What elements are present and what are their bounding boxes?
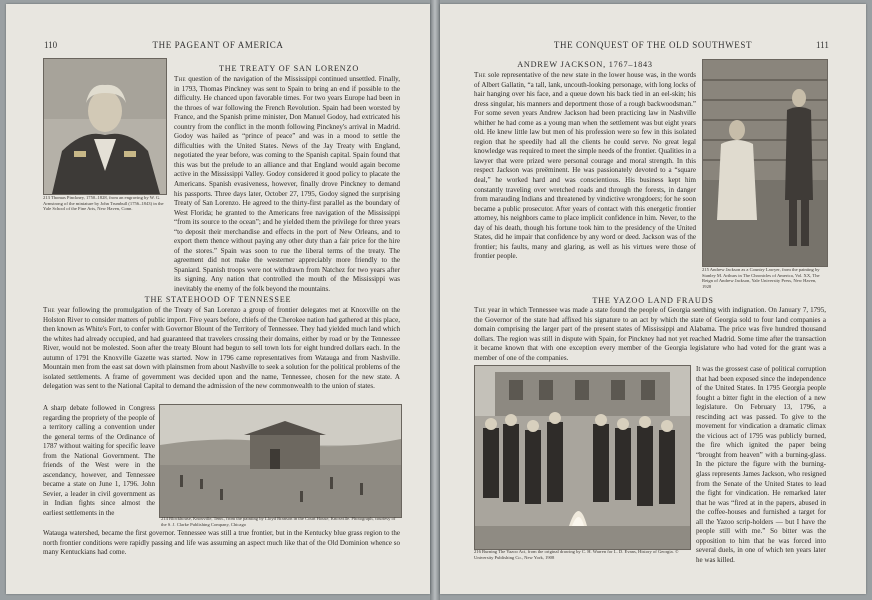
dropcap-lead: The — [43, 306, 55, 314]
dropcap-lead: The — [474, 71, 486, 79]
running-head: THE PAGEANT OF AMERICA — [152, 40, 284, 50]
section-title-andrew-jackson: ANDREW JACKSON, 1767–1843 — [517, 60, 653, 69]
statehood-paragraph-full — [43, 306, 400, 402]
yazoo-text-full: year in which Tennessee was made a state found the people of Georgia seething with indignation. On January 7, 1795, the Governor of the state had affixed his signature to an act by which the state of Georgia sold to four land companies a domain comprising the larger part of the present states of Mississippi and Alabama. The price was five hundred thousand dollars. The region was still in dispute with Spain, for Pinckney had not yet reached Madrid. Some time after the transaction it became known that with one exception every member of the Georgia legislature who had voted for the grant was a member of one of the companies. — [474, 306, 826, 362]
dropcap-lead: The — [474, 306, 486, 314]
section-title-statehood-tennessee: THE STATEHOOD OF TENNESSEE — [144, 295, 292, 304]
statehood-paragraph-tail: Watauga watershed, became the first governor. Tennessee was still a true frontier, but in the Kentucky blue grass region to the north frontier conditions were rapidly passing and life was assuming an aspect much like that of the Old Dominion whence so many Kentuckians had come. — [43, 529, 400, 557]
figure-214-caption: 214 Blockhouse, Knoxville, Tenn., from the painting by Lloyd Branson in the Court House, Knoxville. Photograph, courtesy of the S. J. Clarke Publishing Company, Chicago — [161, 516, 396, 527]
treaty-paragraph-upper — [174, 75, 400, 294]
statehood-paragraph-narrow: A sharp debate followed in Congress regarding the propriety of the people of a territory calling a convention under the general terms of the Ordinance of 1787 without waiting for specific leave from the National Government. The friends of the West were in the ascendancy, however, and Tennessee became a state on June 1, 1796. John Sevier, a leader in civil government as in Indian fights since almost the earliest settlements in the — [43, 404, 155, 518]
figure-215-caption: 215 Andrew Jackson as a Country Lawyer, from the painting by Stanley M. Arthurs in The Chronicles of America, Vol. XX, The Reign of Andrew Jackson, Yale University Press, New Haven, 1928 — [702, 267, 820, 289]
book-gutter — [430, 0, 440, 600]
statehood-text-full: year following the promulgation of the Treaty of San Lorenzo a group of frontier delegates met at Knoxville on the Holston River to consider matters of public import. Five years before, chiefs of the Cherokee nation had gathered at this place, then known as White's Fort, to confer with Governor Blount of the Territory of Tennessee. They had yielded much land which the whites had already occupied, and had guaranteed that travelers crossing their domains, either by road or by the Tennessee River, would not be molested. Soon after the treaty Blount had begun to sell town lots for eight hundred dollars each. In the autumn of 1791 the Knoxville Gazette was started. Now in 1796 came representatives from Watauga and from Nashville. Mountain men from the east sat down with plainsmen from about Nashville to seek a solution for the political problems of the isolated settlements. A frame of government was decided upon and the name, Tennessee, chosen for the new state. A delegation was sent to the National Capital to demand the admission of the new commonwealth to the union of states. — [43, 306, 400, 391]
page-number: 111 — [816, 40, 829, 50]
painting-jackson-country-lawyer — [702, 59, 828, 267]
section-title-yazoo-land-frauds: THE YAZOO LAND FRAUDS — [592, 296, 714, 305]
section-title-treaty-san-lorenzo: THE TREATY OF SAN LORENZO — [218, 64, 360, 73]
figure-216-caption: 216 Burning The Yazoo Act, from the original drawing by C. H. Warren for L. D. Evans, History of Georgia. © University Publishing Co., New York, 1908 — [474, 549, 679, 560]
dropcap-lead: The — [174, 75, 186, 83]
jackson-text: sole representative of the new state in the lower house was, in the words of Albert Gallatin, “a tall, lank, uncouth-looking personage, with long locks of hair hanging over his face, and a queue down his back tied in an eel-skin; his dress singular, his manners and deportment those of a rough backwoodsman.” For some seven years Andrew Jackson had been practicing law in Nashville whither he had come as a young man when the settlement was but eight years old. He knew little law but men of his profession were so few in this isolated region that he speedily had all the clients he could serve. No great legal knowledge was required to meet the simple needs of the frontier. Qualities in a lawyer that were prized were personal courage and moral strength. In this respect Jackson was preëminent. He was passionately devoted to a “square deal,” he worked hard and was conscientious. His business kept him constantly traveling over wretched roads and through the forests, in danger from marauding Indians and threatened by vindictive wrongdoers; for he soon became a public prosecutor. After years of contact with this energetic frontier attorney, his neighbors came to place implicit confidence in him. Never, to the day of his death, though his fortune took him to the presidency of the United States, did he impair that confidence by any word or deed. Jackson was of the frontier; his faults, many and glaring, as well as his virtues were those of frontier people. — [474, 71, 696, 261]
page-number: 110 — [44, 40, 58, 50]
yazoo-paragraph-narrow: It was the grossest case of political corruption that had been exposed since the independence of the United States. In 1795 Georgia people fought a bitter fight in the election of a new legislature. On February 13, 1796, a rescinding act was passed. To give to the movement for vindication a dramatic climax the vicious act of 1795 was publicly burned, the fire which ignited the paper being “brought from heaven” with a burning-glass. In the picture the figure with the burning-glass represents James Jackson, who resigned from the Senate of the United States to lead the fight for vindication. He remarked later that he was “fired at in the papers, abused in the coffee-houses and furnished a target for all the Yazoo scrip-holders — but I have the people still with me.” So bitter was the opposition to him that he was forced into several duels, in one of which ten years later he was killed. — [696, 365, 826, 564]
illustration-burning-yazoo-act — [474, 365, 691, 550]
painting-blockhouse-knoxville — [159, 404, 402, 518]
jackson-paragraph — [474, 71, 696, 283]
running-head: THE CONQUEST OF THE OLD SOUTHWEST — [553, 40, 753, 50]
treaty-text: question of the navigation of the Mississippi continued unsettled. Finally, in 1793, Thomas Pinckney was sent to Spain to bring an end if possible to the difficulty. He chanced upon favorable times. For two years Europe had been in the throes of war following the French Revolution. Spain had been worsted by France, and the Spanish prime minister, Don Manuel Godoy, had extricated his country from the conflict in the month following Pinckney's arrival in Madrid. Godoy was hailed as “prince of peace” and was in a mood to settle the difficulties with the United States. News of the Jay Treaty with England, negotiated the year before, was coming to the Spanish capital. Spain found that this was but the prelude to an alliance and that England would again become active in the Mississippi Valley. Godoy considered it good policy to placate the Americans. Spanish evasiveness, however, finally drove Pinckney to demand his passports. Three days later, October 27, 1795, Godoy signed the surprising Treaty of San Lorenzo. He agreed to the thirty-first parallel as the boundary of West Florida; he granted to the Americans free navigation of the Mississippi “from its source to the ocean”; and he yielded them the privilege for three years “to deposit their merchandise and effects in the port of New Orleans, and to export them thence without paying any other duty than a fair price for the hire of the stores.” Spain was soon to rue the liberal terms of the treaty. The agreement did not make the westerner appreciably more friendly to the Spaniard. Spanish troops were not withdrawn from Natchez for two years after its signing. Any nation that controlled the mouth of the Mississippi was inevitably the enemy of the folk beyond the mountains. — [174, 75, 400, 294]
right-page — [440, 4, 866, 594]
portrait-thomas-pinckney — [43, 58, 167, 195]
figure-213-caption: 213 Thomas Pinckney, 1750–1828, from an engraving by W. G. Armstrong of the miniature by John Trumbull (1756–1843) in the Yale School of the Fine Arts, New Haven, Conn. — [43, 195, 164, 212]
yazoo-paragraph-full — [474, 306, 826, 364]
left-page — [6, 4, 430, 594]
